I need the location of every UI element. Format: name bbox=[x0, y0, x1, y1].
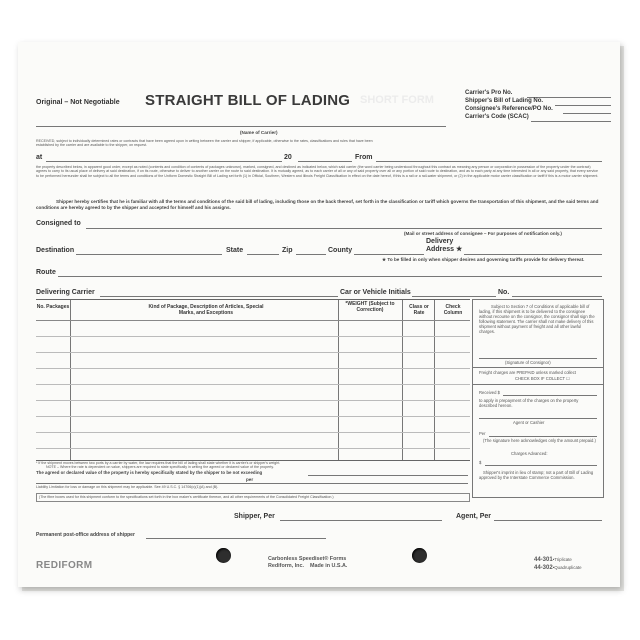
consigned-to-label: Consigned to bbox=[36, 220, 81, 227]
consignor-signature-field[interactable] bbox=[479, 358, 597, 359]
route-label: Route bbox=[36, 269, 56, 276]
consignee-note: (Mail or street address of consignee – For purposes of notification only.) bbox=[404, 231, 562, 236]
agent-cashier-label: Agent or Cashier bbox=[513, 420, 545, 425]
code-number: 44-302 bbox=[534, 565, 553, 571]
col-divider bbox=[338, 300, 339, 460]
col-header-class: Class or Rate bbox=[409, 304, 429, 316]
from-field[interactable] bbox=[376, 161, 602, 162]
table-row[interactable] bbox=[36, 448, 470, 449]
delivery-note: ★ To be filled in only when shipper desires and governing tariffs provide for delivery thereat. bbox=[382, 257, 585, 262]
zip-field[interactable] bbox=[296, 254, 326, 255]
bill-of-lading-form bbox=[18, 42, 620, 587]
year-label: 20 bbox=[284, 154, 292, 161]
per-unit-field[interactable] bbox=[36, 483, 468, 484]
table-row[interactable] bbox=[36, 336, 470, 337]
agreed-value-field[interactable] bbox=[308, 475, 468, 476]
code-number: 44-301 bbox=[534, 557, 553, 563]
binder-hole bbox=[216, 548, 231, 563]
binder-hole bbox=[412, 548, 427, 563]
consignor-signature-label: (Signature of Consignor) bbox=[505, 360, 551, 365]
col-divider bbox=[402, 300, 403, 460]
made-in-label: Made in U.S.A. bbox=[309, 563, 348, 569]
imprint-text: Shipper's imprint in lieu of stamp; not a part of Bill of Lading approved by the Interstate Commerce Commission. bbox=[479, 470, 594, 480]
fibre-box bbox=[36, 493, 470, 502]
vehicle-no-field[interactable] bbox=[512, 296, 602, 297]
shipper-signature-field[interactable] bbox=[280, 520, 442, 521]
scac-label: Carrier's Code (SCAC) bbox=[465, 114, 529, 120]
carrier-name-field[interactable] bbox=[36, 126, 446, 127]
delivery-address-field[interactable] bbox=[464, 254, 602, 255]
apply-text: to apply in prepayment of the charges on the property described hereon. bbox=[479, 398, 579, 408]
table-row[interactable] bbox=[36, 432, 470, 433]
col-header-weight: *WEIGHT (Subject to Correction) bbox=[345, 301, 395, 313]
shipper-bol-label: Shipper's Bill of Lading No. bbox=[465, 98, 544, 104]
scac-field[interactable] bbox=[531, 121, 611, 122]
received-text: RECEIVED, subject to individually determined rates or contracts that have been agreed upon in writing between the carrier and shipper, if applicable, otherwise to the rates, classifications and rules that have been established by the carrier and are available to the shipper, on request. bbox=[36, 139, 373, 148]
form-title: STRAIGHT BILL OF LADING bbox=[145, 92, 351, 109]
consignee-ref-field[interactable] bbox=[563, 113, 611, 114]
shipment-table bbox=[36, 299, 470, 461]
state-field[interactable] bbox=[247, 254, 279, 255]
per-label: Per bbox=[479, 431, 486, 436]
col-divider bbox=[70, 300, 71, 460]
county-field[interactable] bbox=[354, 254, 424, 255]
date-field[interactable] bbox=[298, 161, 352, 162]
county-label: County bbox=[328, 247, 353, 254]
delivering-carrier-label: Delivering Carrier bbox=[36, 289, 95, 296]
destination-field[interactable] bbox=[76, 254, 222, 255]
agent-signature-field[interactable] bbox=[494, 520, 602, 521]
col-divider bbox=[434, 300, 435, 460]
per-unit-label: per bbox=[246, 477, 254, 482]
carrier-name-label: (Name of Carrier) bbox=[240, 130, 278, 135]
agent-cashier-field[interactable] bbox=[479, 418, 597, 419]
header-rule bbox=[36, 320, 470, 321]
col-header-description: Kind of Package, Description of Articles, Special Marks, and Exceptions bbox=[148, 304, 264, 316]
charges-advanced-label: Charges Advanced: bbox=[511, 451, 548, 456]
table-row[interactable] bbox=[36, 352, 470, 353]
col-header-packages: No. Packages bbox=[36, 304, 70, 310]
rediform-logo: REDIFORM bbox=[36, 560, 93, 571]
delivery-address-label: Delivery Address ★ bbox=[426, 238, 463, 253]
fibre-text: (The fibre boxes used for this shipment conform to the specifications set forth in the box maker's certificate thereon, and all other requirements of the Consolidated Freight Classification.) bbox=[39, 495, 334, 499]
code-suffix: •Quadruplicate bbox=[552, 565, 582, 570]
destination-label: Destination bbox=[36, 247, 75, 254]
section7-text: Subject to Section 7 of Conditions of applicable bill of lading, if this shipment is to be delivered to the consignee without recourse on the consignor, the consignor shall sign the following statement. The carrier shall not make delivery of this shipment without payment of freight and all other lawful charges. bbox=[479, 304, 595, 334]
received-amount-field[interactable] bbox=[503, 395, 597, 396]
table-row[interactable] bbox=[36, 384, 470, 385]
signature-ack-text: (The signature here acknowledges only the amount prepaid.) bbox=[483, 438, 596, 443]
vehicle-initials-label: Car or Vehicle Initials bbox=[340, 289, 411, 296]
shipper-per-label: Shipper, Per bbox=[234, 513, 275, 520]
liability-text: Liability Limitation for loss or damage on this shipment may be applicable. See 49 U.S.C. § 14706(c)(1)(A) and (B). bbox=[36, 485, 219, 489]
consignee-ref-label: Consignee's Reference/PO No. bbox=[465, 106, 553, 112]
form-codes bbox=[534, 556, 582, 572]
table-row[interactable] bbox=[36, 416, 470, 417]
value-note: NOTE – Where the rate is dependent on value, shippers are required to state specifically in writing the agreed or declared value of the property. bbox=[46, 465, 274, 469]
short-form-watermark: SHORT FORM bbox=[360, 94, 434, 106]
col-header-check: Check Column bbox=[443, 304, 463, 316]
table-row[interactable] bbox=[36, 368, 470, 369]
original-label: Original – Not Negotiable bbox=[36, 99, 120, 106]
agreed-value-text: The agreed or declared value of the property is hereby specifically stated by the shipper to be not exceeding bbox=[36, 470, 263, 475]
permanent-address-label: Permanent post-office address of shipper bbox=[36, 532, 135, 538]
at-field[interactable] bbox=[46, 161, 282, 162]
vehicle-no-label: No. bbox=[498, 289, 510, 296]
code-suffix: •Triplicate bbox=[552, 557, 572, 562]
certify-text: Shipper hereby certifies that he is familiar with all the terms and conditions of the said bill of lading, including those on the back thereof, set forth in the classification or tariff which governs the transportation of this shipment, and the said terms and conditions are hereby agreed to by the shipper and accepted for himself and his assigns. bbox=[36, 199, 599, 210]
shipper-bol-field[interactable] bbox=[555, 105, 611, 106]
from-label: From bbox=[355, 154, 373, 161]
footer-brand bbox=[268, 556, 347, 570]
collect-checkbox[interactable]: CHECK BOX IF COLLECT ☐ bbox=[515, 376, 570, 381]
table-row[interactable] bbox=[36, 400, 470, 401]
dollar-label: $ bbox=[479, 460, 482, 465]
form-code-quadruplicate bbox=[534, 564, 582, 572]
delivering-carrier-field[interactable] bbox=[100, 296, 338, 297]
vehicle-initials-field[interactable] bbox=[412, 296, 496, 297]
received-label: Received $ bbox=[479, 390, 500, 395]
zip-label: Zip bbox=[282, 247, 293, 254]
panel-divider bbox=[473, 384, 603, 385]
state-label: State bbox=[226, 247, 244, 254]
at-label: at bbox=[36, 154, 43, 161]
consignor-panel bbox=[472, 299, 604, 498]
company-label bbox=[268, 563, 347, 570]
charges-advanced-field[interactable] bbox=[485, 465, 597, 466]
pro-number-label: Carrier's Pro No. bbox=[465, 90, 513, 96]
agent-per-label: Agent, Per bbox=[456, 513, 492, 520]
panel-divider bbox=[473, 367, 603, 368]
route-field[interactable] bbox=[58, 276, 602, 277]
permanent-address-field[interactable] bbox=[146, 538, 326, 539]
speediset-label: Carbonless Speediset® Forms bbox=[268, 556, 347, 562]
form-code-triplicate bbox=[534, 556, 582, 564]
per-field[interactable] bbox=[489, 436, 597, 437]
consigned-to-field[interactable] bbox=[86, 228, 602, 229]
terms-text: the property described below, in apparent good order, except as noted (contents and condition of contents of packages unknown), marked, consigned, and destined as indicated below, which said carrier (the word carrier being understood throughout this contract as meaning any person or corporation in possession of the property under the contract) agrees to carry to its usual place of delivery at said destination, if on its route, otherwise to deliver to another carrier on the route to said destination. It is mutually agreed, as to each carrier of all or any of said property over all or any portion of said route to destination, and as to each party at any time interested in all or any said property, that every service to be performed hereunder shall be subject to all the terms and conditions of the Uniform Domestic Straight Bill of Lading set forth (1) in Official, Southern, Western and Illinois Freight Classification in effect on the date hereof, if this is a rail or a rail-water shipment, or (2) in the applicable motor carrier classification or tariff if this is a motor carrier shipment. bbox=[36, 165, 599, 178]
freight-charges-text: Freight charges are PREPAID unless marked collect bbox=[479, 370, 576, 375]
water-footnote: * If the shipment moves between two ports by a carrier by water, the law requires that the bill of lading shall state whether it is carrier's or shipper's weight. bbox=[36, 461, 281, 465]
company-name: Rediform, Inc. bbox=[268, 563, 304, 569]
